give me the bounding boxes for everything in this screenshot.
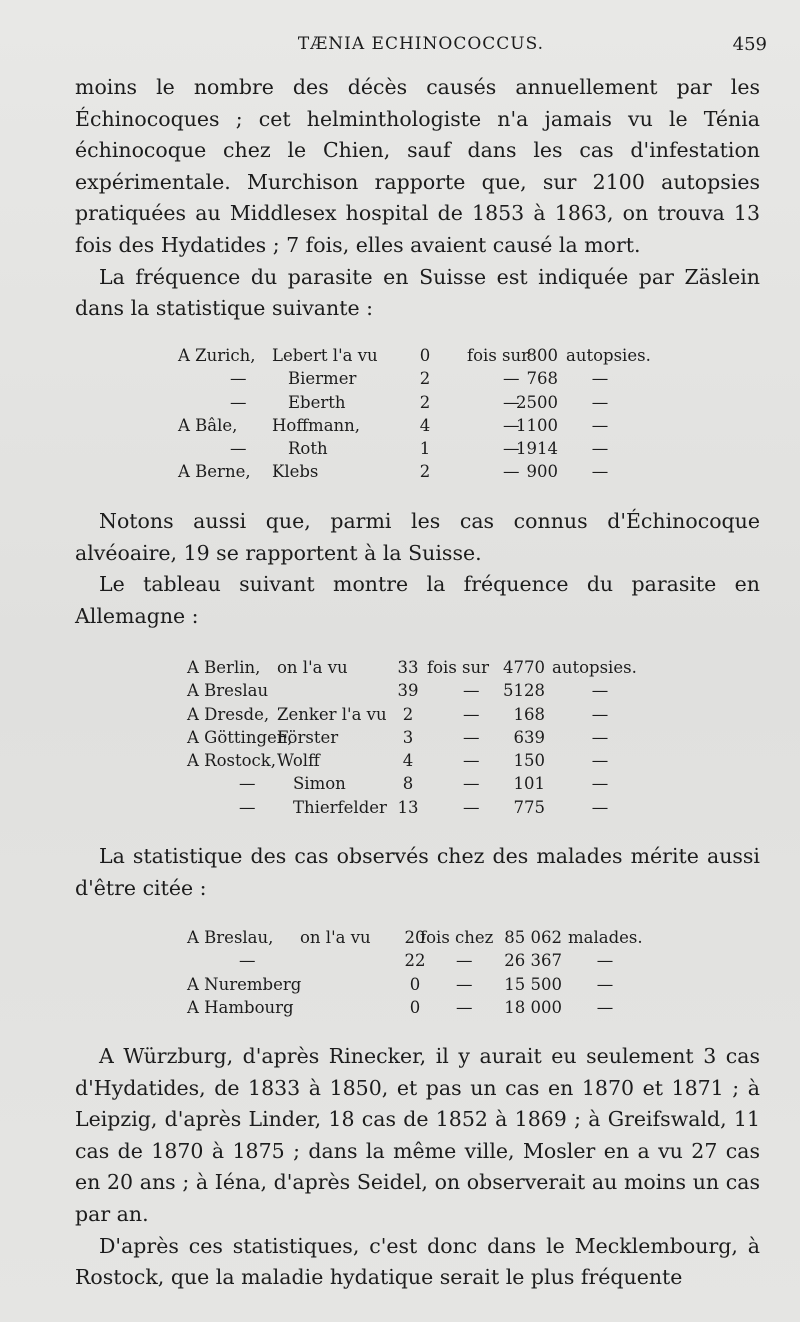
page-number: 459 (732, 34, 767, 55)
cell-unit: — (591, 369, 609, 389)
cell-total: 85 062 (504, 928, 562, 947)
cell-place: A Breslau, (187, 928, 274, 947)
cell-total: 15 500 (504, 974, 562, 994)
cell-count: 3 (402, 727, 414, 747)
table-row (0, 726, 800, 749)
cell-place: — (230, 439, 247, 459)
cell-count: 4 (419, 415, 431, 435)
table-row (0, 344, 800, 367)
cell-count: 4 (402, 751, 414, 771)
cell-total: 26 367 (504, 951, 562, 971)
cell-place: — (239, 797, 256, 817)
cell-count: 0 (419, 346, 431, 365)
cell-author: on l'a vu (277, 658, 348, 677)
cell-word: — (456, 951, 473, 971)
table-germany (0, 656, 800, 819)
cell-word: — (456, 997, 473, 1017)
cell-count: 0 (409, 974, 421, 994)
cell-unit: — (591, 462, 609, 482)
cell-unit: — (591, 704, 609, 724)
cell-word: — (503, 439, 520, 459)
running-title: TÆNIA ECHINOCOCCUS. (297, 34, 545, 54)
cell-count: 13 (397, 797, 419, 817)
cell-unit: malades. (568, 928, 643, 947)
cell-count: 2 (419, 392, 431, 412)
cell-word: — (503, 369, 520, 389)
cell-place: — (230, 369, 247, 389)
cell-unit: — (596, 951, 614, 971)
cell-count: 39 (397, 681, 419, 701)
table-row (0, 749, 800, 772)
cell-count: 33 (397, 658, 419, 677)
cell-total: 168 (513, 704, 545, 724)
cell-unit: autopsies. (566, 346, 651, 365)
cell-word: — (463, 774, 480, 794)
cell-count: 1 (419, 439, 431, 459)
cell-author: Biermer (288, 369, 357, 389)
cell-total: 101 (513, 774, 545, 794)
table-row (0, 391, 800, 414)
table-row (0, 926, 800, 949)
cell-place: A Berne, (178, 462, 251, 482)
cell-count: 2 (419, 369, 431, 389)
table-row (0, 679, 800, 702)
table-swiss (0, 344, 800, 484)
text-block-3 (75, 841, 760, 904)
cell-total: 150 (513, 751, 545, 771)
cell-total: 768 (526, 369, 558, 389)
cell-author: Klebs (272, 462, 319, 482)
paragraph-3: Notons aussi que, parmi les cas connus d'Échinocoque alvéoaire, 19 se rapportent à la Suisse. (75, 509, 760, 565)
cell-total: 2500 (516, 392, 558, 412)
table-row (0, 460, 800, 483)
cell-place: — (239, 774, 256, 794)
cell-word: — (463, 797, 480, 817)
cell-unit: — (591, 797, 609, 817)
cell-unit: — (591, 774, 609, 794)
cell-author: Hoffmann, (272, 415, 361, 435)
cell-place: A Berlin, (187, 658, 261, 677)
paragraph-7: D'après ces statistiques, c'est donc dans le Mecklembourg, à Rostock, que la maladie hydatique serait le plus fréquente (75, 1233, 760, 1290)
paragraph-5: La statistique des cas observés chez des malades mérite aussi d'être citée : (75, 844, 760, 900)
cell-author: on l'a vu (300, 928, 371, 947)
cell-word: — (503, 392, 520, 412)
cell-unit: — (591, 439, 609, 459)
cell-total: 1914 (516, 439, 558, 459)
cell-count: 0 (409, 997, 421, 1017)
cell-place: A Göttingen, (187, 727, 293, 747)
cell-word: fois sur (427, 658, 490, 677)
paragraph-6: A Würzburg, d'après Rinecker, il y aurait eu seulement 3 cas d'Hydatides, de 1833 à 1850, et pas un cas en 1870 et 1871 ; à Leipzig, d'après Linder, 18 cas de 1852 à 1869 ; à Greifswald, 11 cas de 1870 à 1875 ; dans la même ville, Mosler en a vu 27 cas en 20 ans ; à Iéna, d'après Seidel, on observerait au moins un cas par an. (75, 1044, 760, 1226)
cell-total: 800 (526, 346, 558, 365)
cell-place: A Rostock, (187, 751, 277, 771)
cell-author: Eberth (288, 392, 346, 412)
cell-total: 5128 (503, 681, 545, 701)
cell-author: Lebert l'a vu (272, 346, 378, 365)
table-row (0, 796, 800, 819)
cell-word: — (503, 415, 520, 435)
cell-place: — (239, 951, 256, 971)
table-row (0, 367, 800, 390)
text-block-4 (75, 1041, 760, 1294)
paragraph-1: moins le nombre des décès causés annuellement par les Échinocoques ; cet helminthologiste n'a jamais vu le Ténia échinocoque chez le Chien, sauf dans les cas d'infestation expérimentale. Murchison rapporte que, sur 2100 autopsies pratiquées au Middlesex hospital de 1853 à 1863, on trouva 13 fois des Hydatides ; 7 fois, elles avaient causé la mort. (75, 75, 760, 257)
table-row (0, 949, 800, 972)
paragraph-4: Le tableau suivant montre la fréquence du parasite en Allemagne : (75, 572, 760, 628)
cell-word: fois sur (467, 346, 530, 365)
cell-author: Roth (288, 439, 328, 459)
cell-total: 639 (513, 727, 545, 747)
cell-author: Wolff (277, 751, 320, 771)
cell-unit: — (591, 727, 609, 747)
cell-author: Förster (277, 727, 339, 747)
cell-author: Zenker l'a vu (277, 704, 387, 724)
table-row (0, 996, 800, 1019)
text-block-2 (75, 506, 760, 632)
cell-total: 1100 (516, 415, 558, 435)
cell-total: 4770 (503, 658, 545, 677)
cell-author: Simon (293, 774, 346, 794)
table-row (0, 703, 800, 726)
cell-unit: — (591, 392, 609, 412)
cell-place: A Zurich, (178, 346, 256, 365)
table-row (0, 772, 800, 795)
running-header (75, 34, 767, 62)
cell-word: — (463, 727, 480, 747)
cell-place: A Breslau (187, 681, 269, 701)
cell-count: 22 (404, 951, 426, 971)
cell-place: A Bâle, (178, 415, 238, 435)
table-row (0, 973, 800, 996)
cell-count: 8 (402, 774, 414, 794)
cell-unit: — (596, 997, 614, 1017)
table-row (0, 414, 800, 437)
cell-place: — (230, 392, 247, 412)
cell-word: — (463, 704, 480, 724)
cell-author: Thierfelder (293, 797, 387, 817)
cell-word: — (463, 751, 480, 771)
cell-unit: — (591, 415, 609, 435)
table-row (0, 656, 800, 679)
cell-count: 20 (404, 928, 426, 947)
cell-place: A Nuremberg (187, 974, 302, 994)
paragraph-2: La fréquence du parasite en Suisse est indiquée par Zäslein dans la statistique suivante : (75, 264, 760, 321)
cell-word: — (463, 681, 480, 701)
cell-total: 900 (526, 462, 558, 482)
table-row (0, 437, 800, 460)
cell-word: — (503, 462, 520, 482)
cell-place: A Dresde, (187, 704, 270, 724)
cell-count: 2 (402, 704, 414, 724)
cell-unit: — (591, 681, 609, 701)
text-block-1 (75, 72, 760, 325)
cell-word: fois chez (420, 928, 494, 947)
cell-place: A Hambourg (187, 997, 294, 1017)
cell-unit: — (591, 751, 609, 771)
cell-total: 18 000 (504, 997, 562, 1017)
cell-total: 775 (513, 797, 545, 817)
cell-unit: — (596, 974, 614, 994)
cell-unit: autopsies. (552, 658, 637, 677)
cell-count: 2 (419, 462, 431, 482)
cell-word: — (456, 974, 473, 994)
table-patients (0, 926, 800, 1019)
